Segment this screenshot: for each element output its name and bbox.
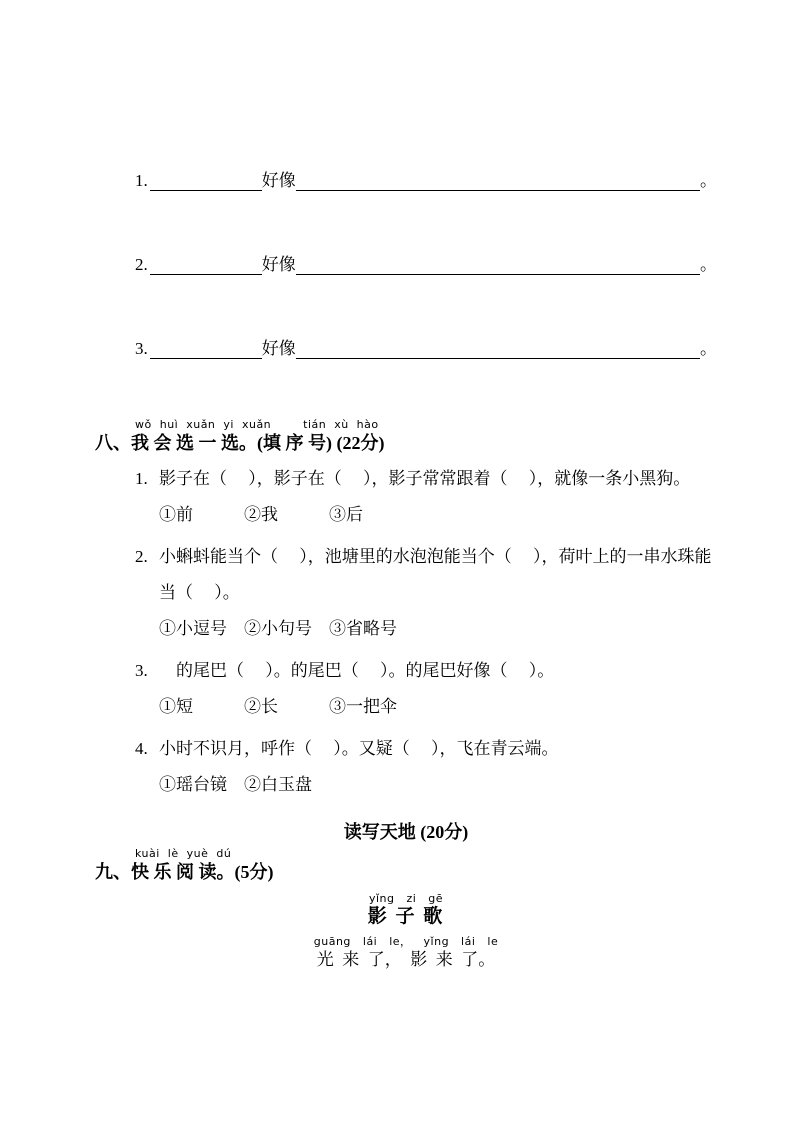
options-line: ①小逗号 ②小句号 ③省略号 — [159, 619, 397, 638]
item-period: 。 — [700, 171, 717, 190]
item-keyword: 好像 — [261, 339, 296, 358]
section-title — [95, 431, 717, 455]
fill-blank-item — [135, 334, 717, 359]
section-9-heading — [95, 847, 717, 884]
item-number: 2. — [135, 255, 148, 274]
fill-blank-item — [135, 166, 717, 191]
item-keyword: 好像 — [261, 171, 296, 190]
part-heading: 读写天地 (20分) — [343, 822, 469, 842]
answer-blank — [296, 255, 700, 275]
question-text: 小时不识月，呼作（ ）。又疑（ ），飞在青云端。 — [159, 739, 559, 758]
section-title-text: 我 会 选 一 选。(填 序 号) (22分) — [131, 433, 385, 453]
question-text: 影子在（ ），影子在（ ），影子常常跟着（ ），就像一条小黑狗。 — [159, 469, 691, 488]
question-row — [135, 461, 717, 533]
question-row — [135, 539, 717, 647]
pinyin-line: kuài lè yuè dú — [135, 847, 232, 860]
answer-blank — [296, 171, 700, 191]
question-number: 4. — [135, 739, 148, 758]
question-number: 2. — [135, 547, 148, 566]
item-keyword: 好像 — [261, 255, 296, 274]
options-line: ①短 ②长 ③一把伞 — [159, 697, 397, 716]
poem-block — [95, 892, 717, 972]
poem-line: 光 来 了， 影 来 了。 — [316, 950, 496, 969]
section-title — [95, 860, 717, 884]
answer-blank — [150, 171, 262, 191]
answer-blank — [296, 339, 700, 359]
item-period: 。 — [700, 339, 717, 358]
section-8-heading — [95, 418, 717, 455]
answer-blank — [150, 255, 262, 275]
question-row — [135, 731, 717, 803]
section-title-text: 快 乐 阅 读。(5分) — [131, 862, 274, 882]
question-row — [135, 653, 717, 725]
pinyin-line: wǒ huì xuǎn yi xuǎn tián xù hào — [135, 418, 379, 431]
item-number: 1. — [135, 171, 148, 190]
section-number: 八、 — [95, 433, 131, 453]
fill-blank-item — [135, 250, 717, 275]
question-number: 1. — [135, 469, 148, 488]
poem-title: 影 子 歌 — [367, 906, 445, 927]
section-number: 九、 — [95, 862, 131, 882]
options-line: ①瑶台镜 ②白玉盘 — [159, 775, 312, 794]
item-period: 。 — [700, 255, 717, 274]
question-text: 的尾巴（ ）。的尾巴（ ）。的尾巴好像（ ）。 — [159, 661, 555, 680]
pinyin-line: yǐng zi gē — [368, 892, 444, 905]
pinyin-line: guāng lái le， yǐng lái le — [313, 935, 499, 948]
options-line: ①前 ②我 ③后 — [159, 505, 363, 524]
item-number: 3. — [135, 339, 148, 358]
question-text: 小蝌蚪能当个（ ），池塘里的水泡泡能当个（ ），荷叶上的一串水珠能当（ ）。 — [159, 547, 712, 602]
answer-blank — [150, 339, 262, 359]
question-number: 3. — [135, 661, 148, 680]
